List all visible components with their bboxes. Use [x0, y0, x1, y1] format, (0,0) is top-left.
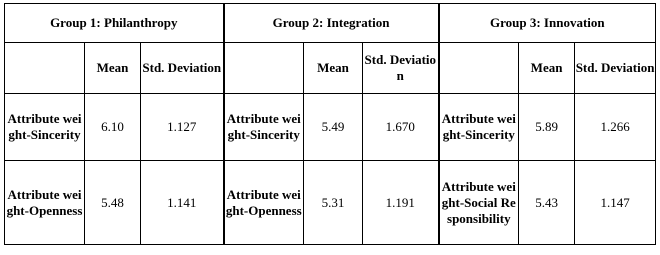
group-1-std-value: 1.127: [141, 94, 224, 161]
table-row: [5, 94, 656, 161]
column-header-row: [5, 43, 656, 94]
group-2-std-value: 1.670: [363, 94, 439, 161]
group-2-title: Group 2: Integration: [224, 4, 439, 43]
group-3-std-value: 1.266: [575, 94, 656, 161]
group-header-row: [5, 4, 656, 43]
group-2-std-value: 1.191: [363, 161, 439, 245]
group-3-mean-value: 5.43: [519, 161, 575, 245]
group-1-attribute-label: Attribute weight-Openness: [5, 161, 85, 245]
group-2-attribute-header: [224, 43, 304, 94]
group-1-std-header: Std. Deviation: [141, 43, 224, 94]
group-2-std-header: Std. Deviation: [363, 43, 439, 94]
table-row: [5, 161, 656, 245]
group-1-attribute-header: [5, 43, 85, 94]
group-1-title: Group 1: Philanthropy: [5, 4, 224, 43]
group-1-mean-value: 5.48: [85, 161, 141, 245]
group-1-attribute-label: Attribute weight-Sincerity: [5, 94, 85, 161]
group-3-title: Group 3: Innovation: [439, 4, 656, 43]
group-3-std-header: Std. Deviation: [575, 43, 656, 94]
group-2-mean-value: 5.31: [304, 161, 363, 245]
group-1-mean-header: Mean: [85, 43, 141, 94]
group-3-attribute-header: [439, 43, 519, 94]
group-1-mean-value: 6.10: [85, 94, 141, 161]
group-3-attribute-label: Attribute weight-Sincerity: [439, 94, 519, 161]
group-3-std-value: 1.147: [575, 161, 656, 245]
group-2-mean-header: Mean: [304, 43, 363, 94]
group-1-std-value: 1.141: [141, 161, 224, 245]
descriptive-statistics-table: [4, 3, 656, 245]
group-3-attribute-label: Attribute weight-Social Responsibility: [439, 161, 519, 245]
group-2-attribute-label: Attribute weight-Sincerity: [224, 94, 304, 161]
group-3-mean-header: Mean: [519, 43, 575, 94]
group-3-mean-value: 5.89: [519, 94, 575, 161]
group-2-mean-value: 5.49: [304, 94, 363, 161]
group-2-attribute-label: Attribute weight-Openness: [224, 161, 304, 245]
